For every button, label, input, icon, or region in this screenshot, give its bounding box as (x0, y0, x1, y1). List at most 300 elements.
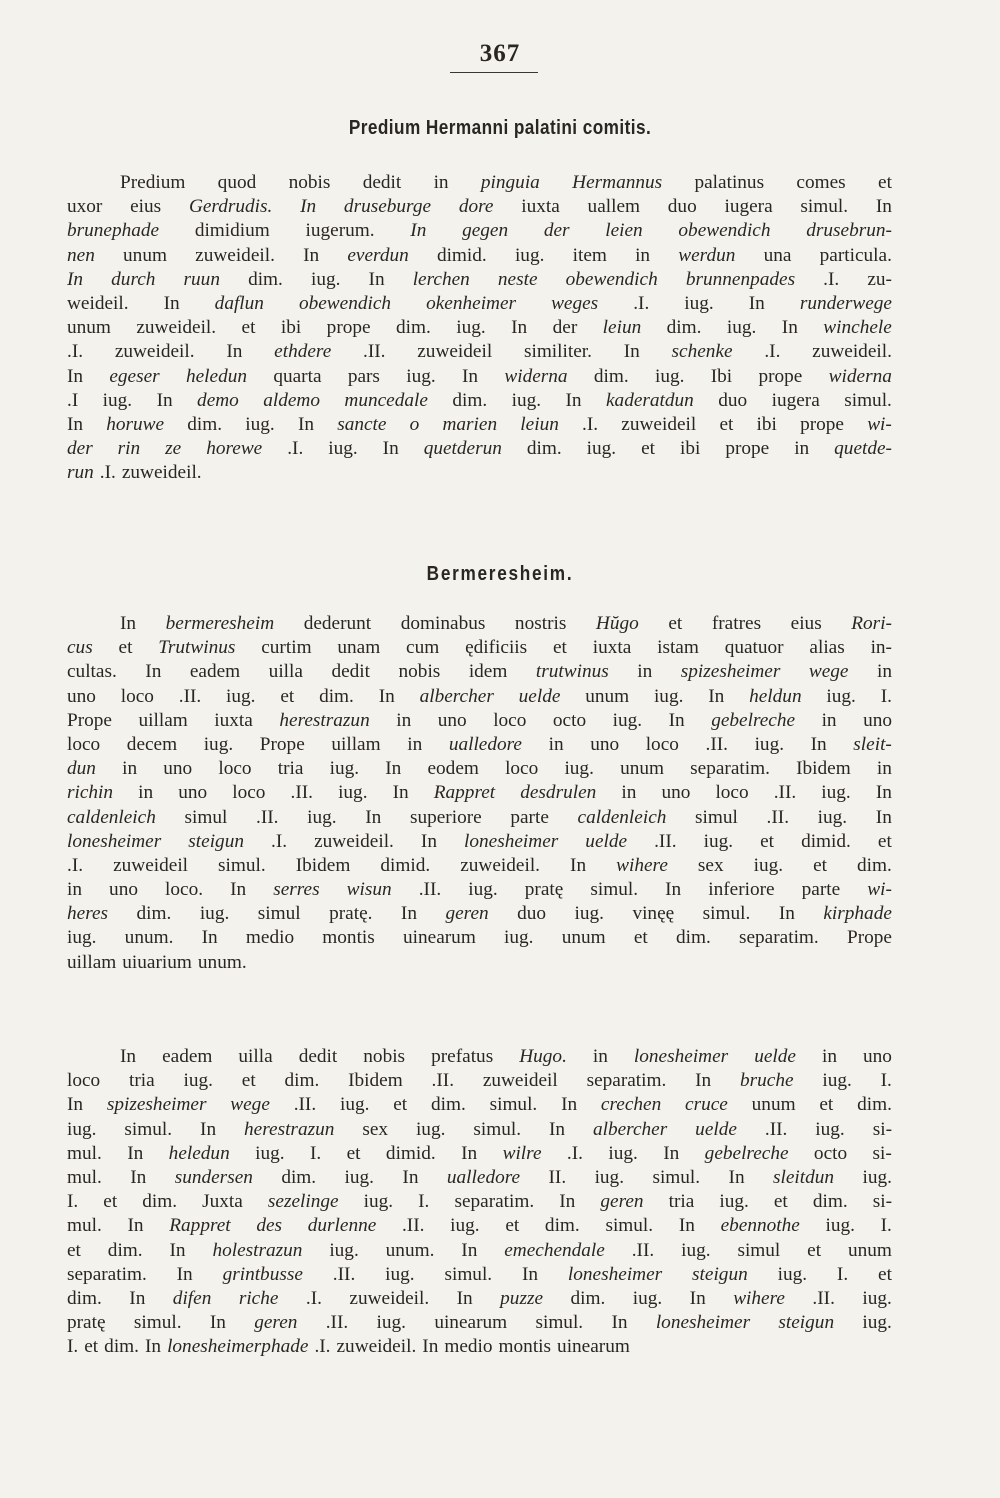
word: dimid. (801, 830, 851, 852)
word: der (67, 438, 93, 460)
word: der (543, 220, 570, 242)
word: In (522, 1263, 539, 1285)
word: uelde (754, 1046, 796, 1067)
text-line (67, 413, 892, 437)
word: Prope (67, 709, 112, 731)
word: rin (117, 438, 141, 460)
word: simul. (124, 1118, 173, 1140)
word: dim. (107, 1239, 143, 1261)
word: et (393, 1094, 408, 1116)
word: loco. (165, 879, 204, 901)
word: si- (872, 1142, 892, 1164)
word: In (120, 1046, 137, 1067)
word: o (409, 413, 420, 435)
word: iug. (608, 1142, 638, 1164)
word: caldenleich (67, 806, 156, 828)
word: zuweideil. (114, 341, 195, 363)
word: geren (600, 1191, 644, 1213)
word: simul. (444, 1263, 493, 1285)
word: iug. (612, 709, 643, 731)
word: pinguia (480, 172, 540, 193)
word: durlenne (307, 1215, 377, 1237)
word: .II. (325, 1312, 349, 1334)
word: heledun (185, 365, 248, 387)
word: in (794, 438, 810, 460)
word: .II. (332, 1263, 356, 1285)
word: Ibi (710, 365, 733, 387)
word: Prope (259, 733, 305, 755)
word: iug. (203, 733, 234, 755)
word: .I. (67, 854, 84, 876)
word: Ibidem (796, 758, 851, 780)
word: In (611, 1312, 628, 1334)
word: brunephade (67, 220, 160, 242)
word: In (176, 1263, 193, 1285)
word: brunnenpades (685, 268, 796, 290)
word: et (118, 637, 133, 659)
word: In (120, 613, 137, 634)
text-line (67, 340, 892, 364)
text-line (67, 268, 892, 292)
word: zu- (867, 268, 892, 290)
word: dim. (526, 438, 562, 460)
word: pratę (67, 1312, 106, 1334)
word: dun (67, 758, 96, 780)
word: simul. (489, 1094, 538, 1116)
word: iug. (67, 1118, 97, 1140)
word: In (810, 733, 827, 755)
word: sundersen (174, 1166, 253, 1188)
word: in (635, 244, 651, 266)
word: puzze (500, 1287, 544, 1309)
word: dim. (187, 413, 223, 435)
word: steigun (778, 1312, 835, 1334)
word: prefatus (431, 1046, 494, 1067)
word: pratę. (329, 903, 373, 925)
word: unum (561, 927, 606, 949)
word: In (565, 389, 582, 411)
word: iug. (777, 1263, 808, 1285)
word: dominabus (400, 613, 486, 634)
word: iug. (862, 1312, 892, 1334)
word: prope (725, 438, 770, 460)
word: dim. (452, 389, 488, 411)
word: dim. (544, 1215, 580, 1237)
word: simul (695, 806, 738, 828)
word: grintbusse (222, 1263, 303, 1285)
word: Hugo. (519, 1046, 567, 1067)
word: dederunt (303, 613, 372, 634)
text-line (67, 1190, 892, 1214)
word: In (201, 927, 218, 949)
word: albercher (419, 685, 494, 707)
word: in (396, 709, 412, 731)
word: iugera (724, 196, 773, 218)
word: iug. (504, 927, 534, 949)
text-line (67, 757, 892, 781)
word: iug. (681, 1239, 711, 1261)
word: serres (273, 879, 320, 901)
word: dim. (666, 317, 702, 339)
word: in (821, 709, 837, 731)
word: In (668, 709, 685, 731)
word: uiuarium (122, 951, 192, 973)
text-line (67, 389, 892, 413)
word: sancte (337, 413, 387, 435)
word: In (561, 1094, 578, 1116)
word: In (778, 903, 795, 925)
word: demo (197, 389, 239, 411)
word: iug. (754, 733, 785, 755)
word: loco (505, 758, 539, 780)
word: iug. (684, 292, 714, 314)
word: dedit (362, 172, 402, 193)
word: uallem (587, 196, 641, 218)
word: prope (758, 365, 803, 387)
text-line (67, 1069, 892, 1093)
word: sleitdun (773, 1166, 835, 1188)
word: okenheimer (426, 292, 517, 314)
text-line (67, 951, 892, 975)
word: iug. (450, 1215, 480, 1237)
word: obewendich (678, 220, 771, 242)
word: .I (67, 389, 79, 411)
word: separatim. (738, 927, 819, 949)
word: iug. (564, 758, 594, 780)
word: riche (238, 1287, 279, 1309)
word: .II. (766, 806, 790, 828)
word: In (230, 879, 247, 901)
word: .I. (305, 1287, 322, 1309)
word: ualledore (446, 1166, 521, 1188)
word: dimid. (385, 1142, 436, 1164)
word: wihere (616, 854, 668, 876)
word: In (67, 365, 84, 387)
text-line (67, 461, 892, 485)
word: eius (790, 613, 822, 634)
word: et (719, 413, 734, 435)
word: .I. (314, 1336, 331, 1358)
word: .I. (287, 438, 304, 460)
word: unum. (385, 1239, 435, 1261)
word: iug. (329, 758, 360, 780)
word: herestrazun (279, 709, 370, 731)
word: duo (667, 196, 697, 218)
word: lonesheimer (633, 1046, 729, 1067)
word: dim. (593, 365, 629, 387)
word: iug. (815, 1118, 845, 1140)
word: Juxta (202, 1191, 243, 1213)
word: iug. (328, 438, 358, 460)
word: inferiore (708, 879, 775, 901)
word: iug. (385, 1263, 415, 1285)
word: uilla (268, 661, 303, 683)
word: zuweideil. (121, 462, 202, 484)
word: uinearum (557, 1336, 630, 1358)
word: leiun (520, 413, 559, 435)
word: cruce (685, 1094, 728, 1116)
word: trutwinus (535, 661, 609, 683)
word: loco (645, 733, 679, 755)
section-heading-predium: Predium Hermanni palatini comitis. (348, 117, 652, 139)
word: dore (458, 196, 494, 218)
word: similiter. (523, 341, 592, 363)
word: lonesheimer (655, 1312, 751, 1334)
word: In (297, 413, 315, 435)
word: wihere (733, 1287, 785, 1309)
word: .I. (764, 341, 781, 363)
word: lonesheimer (464, 830, 559, 852)
text-line (67, 292, 892, 316)
word: wisun (346, 879, 392, 901)
word: Gerdrudis. (188, 196, 273, 218)
word: et (84, 1336, 99, 1358)
word: in (138, 782, 154, 804)
word: simul. (844, 389, 892, 411)
word: ibi (280, 317, 302, 339)
word: iug. (183, 1070, 213, 1092)
word: des (256, 1215, 283, 1237)
text-line (67, 1311, 892, 1335)
word: eodem (427, 758, 479, 780)
word: uno (109, 879, 138, 901)
text-line (67, 1142, 892, 1166)
word: iug. (574, 903, 604, 925)
word: iug. (307, 806, 337, 828)
word: medio (245, 927, 295, 949)
word: mul. (67, 1215, 102, 1237)
text-line (67, 365, 892, 389)
word: in (637, 661, 653, 683)
page-number-rule (450, 72, 538, 73)
text-line (67, 1118, 892, 1142)
word: .II. (812, 1287, 835, 1309)
word: iuxta (214, 709, 253, 731)
word: Ibidem (348, 1070, 403, 1092)
paragraph-bermeresheim-1 (67, 612, 892, 975)
word: iug. (310, 268, 341, 290)
word: nobis (398, 661, 441, 683)
word: In (169, 1239, 186, 1261)
word: iug. (719, 1191, 749, 1213)
word: I. (309, 1142, 322, 1164)
word: iug. (632, 1287, 663, 1309)
word: uno (863, 709, 892, 731)
word: Prope (846, 927, 892, 949)
word: uno (163, 758, 193, 780)
word: loco (120, 685, 154, 707)
word: uxor (67, 196, 103, 218)
word: spizesheimer (106, 1094, 207, 1116)
word: .II. (705, 733, 728, 755)
word: .II. (290, 782, 313, 804)
word: unam (337, 637, 381, 659)
word: iug. (468, 879, 498, 901)
word: iug. (821, 782, 851, 804)
word: In (410, 220, 427, 242)
word: uinearum (403, 927, 476, 949)
text-line (67, 437, 892, 461)
word: dedit (298, 1046, 338, 1067)
word: iug. (406, 365, 436, 387)
word: In (385, 758, 402, 780)
text-line (67, 709, 892, 733)
word: spizesheimer (680, 661, 781, 683)
word: separatim. (454, 1191, 535, 1213)
word: cus (67, 637, 93, 659)
word: aldemo (263, 389, 320, 411)
word: .I. (67, 341, 84, 363)
word: ibi (756, 413, 777, 435)
word: unum (67, 317, 111, 339)
word: et (807, 1239, 822, 1261)
word: desdrulen (520, 782, 597, 804)
word: uno (437, 709, 467, 731)
word: In (163, 292, 180, 314)
word: si- (872, 1191, 892, 1213)
word: druseburge (343, 196, 432, 218)
word: In (456, 1287, 473, 1309)
word: .II. (631, 1239, 655, 1261)
word: egeser (109, 365, 160, 387)
text-line (67, 733, 892, 757)
word: neste (497, 268, 538, 290)
word: ethdere (274, 341, 332, 363)
word: In (67, 268, 84, 290)
word: duo (517, 903, 547, 925)
word: Rappret (433, 782, 496, 804)
word: eadem (189, 661, 241, 683)
word: In (145, 661, 162, 683)
word: ędificiis (465, 637, 528, 659)
word: obewendich (298, 292, 392, 314)
word: si- (872, 1118, 892, 1140)
word: widerna (828, 365, 892, 387)
word: nen (67, 244, 95, 266)
text-line (67, 1166, 892, 1190)
word: daflun (214, 292, 264, 314)
word: simul. (218, 854, 266, 876)
word: In (623, 341, 640, 363)
word: loco (218, 758, 252, 780)
word: dimidium (194, 220, 270, 242)
word: medio (444, 1336, 493, 1358)
word: pratę (524, 879, 564, 901)
word: dim. (570, 1287, 606, 1309)
word: nostris (514, 613, 567, 634)
word: .II. (654, 830, 677, 852)
word: mul. (67, 1166, 102, 1188)
word: Trutwinus (158, 637, 236, 659)
word: ibi (679, 438, 701, 460)
word: gebelreche (711, 709, 796, 731)
word: widerna (504, 365, 568, 387)
word: dim. (136, 903, 172, 925)
word: leien (605, 220, 643, 242)
word: nobis (363, 1046, 406, 1067)
word: I. (880, 1070, 892, 1092)
text-line (67, 878, 892, 902)
word: uilla (238, 1046, 273, 1067)
word: nobis (288, 172, 331, 193)
text-line (67, 1239, 892, 1263)
word: In (365, 806, 382, 828)
word: steigun (692, 1263, 748, 1285)
word: iug. (594, 1166, 625, 1188)
word: idem (468, 661, 508, 683)
word: In (156, 389, 173, 411)
word: In (511, 317, 528, 339)
word: et (241, 317, 256, 339)
word: run (67, 462, 94, 484)
word: iug. (514, 244, 545, 266)
text-line (67, 1214, 892, 1238)
word: lonesheimer (67, 830, 162, 852)
word: uno (67, 685, 96, 707)
word: .I. (99, 462, 116, 484)
word: uillam (138, 709, 188, 731)
word: .I. (633, 292, 650, 314)
word: prope (800, 413, 844, 435)
text-line (67, 781, 892, 805)
word: In (145, 1336, 162, 1358)
word: iug. (753, 854, 784, 876)
word: in (433, 172, 449, 193)
text-line (67, 902, 892, 926)
word: .II. (418, 879, 442, 901)
word: heledun (168, 1142, 230, 1164)
word: uillam (67, 951, 117, 973)
word: In (875, 806, 892, 828)
word: unum. (124, 927, 174, 949)
word: in (876, 758, 892, 780)
word: In (665, 879, 682, 901)
word: In (402, 1166, 419, 1188)
word: uelde (695, 1118, 737, 1140)
word: pars (347, 365, 380, 387)
word: simul. (652, 1166, 701, 1188)
word: simul (184, 806, 228, 828)
word: dedit (331, 661, 371, 683)
word: et (877, 830, 892, 852)
word: et (819, 1094, 834, 1116)
word: loco (715, 782, 749, 804)
word: dim. (281, 1166, 317, 1188)
word: In (678, 1215, 695, 1237)
word: uelde (585, 830, 628, 852)
word: In (748, 292, 765, 314)
word: prope (326, 317, 371, 339)
word: quarta (273, 365, 322, 387)
word: ze (165, 438, 182, 460)
word: I. (67, 1191, 79, 1213)
word: Hŭgo (595, 613, 639, 634)
text-line (67, 1093, 892, 1117)
word: sex (697, 854, 724, 876)
word: simul. (535, 1312, 584, 1334)
word: et (813, 854, 828, 876)
word: comes (796, 172, 846, 193)
word: montis (322, 927, 375, 949)
word: simul. (473, 1118, 522, 1140)
word: eius (130, 196, 162, 218)
word: Predium (120, 172, 186, 193)
word: iugerum. (305, 220, 375, 242)
word: uno (590, 733, 620, 755)
paragraph-predium (67, 171, 892, 485)
word: .II. (431, 1070, 455, 1092)
word: In (127, 1142, 144, 1164)
